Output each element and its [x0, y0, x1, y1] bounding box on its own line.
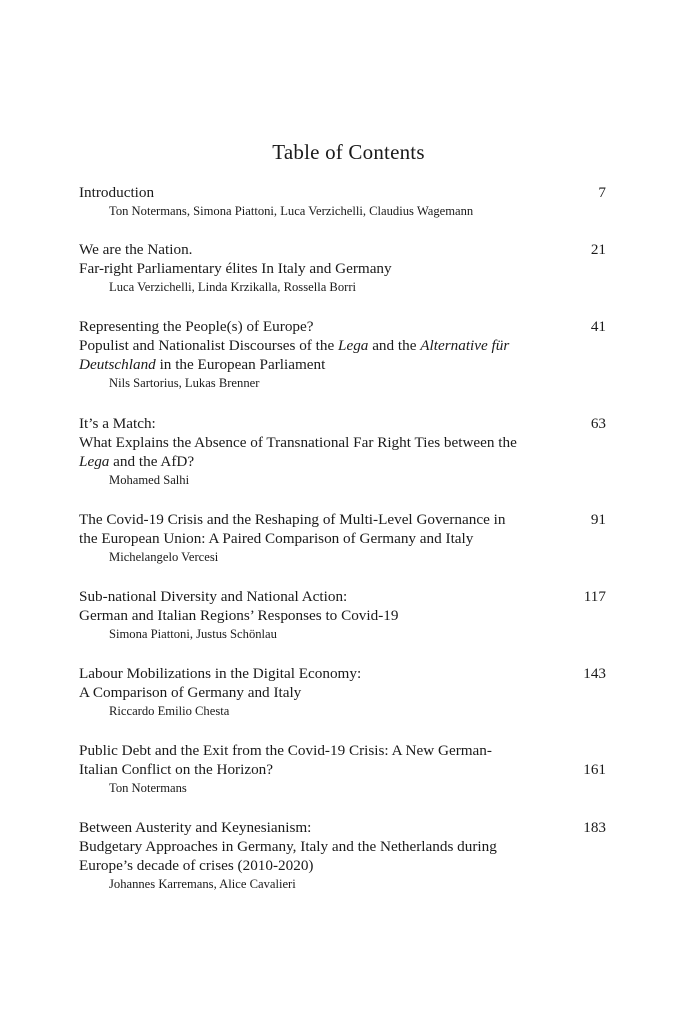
- entry-authors: Ton Notermans: [109, 781, 187, 795]
- entry-title-line: Europe’s decade of crises (2010-2020): [79, 857, 314, 874]
- toc-entry-introduction[interactable]: [79, 183, 606, 220]
- entry-title-line: What Explains the Absence of Transnational Far Right Ties between the: [79, 434, 517, 451]
- entry-title-line: the European Union: A Paired Comparison of Germany and Italy: [79, 530, 474, 547]
- page-number: 21: [590, 241, 606, 258]
- entry-authors: Simona Piattoni, Justus Schönlau: [109, 627, 277, 641]
- entry-title-line: The Covid-19 Crisis and the Reshaping of Multi-Level Governance in 91: [79, 511, 606, 528]
- toc-entry-its-a-match[interactable]: [79, 414, 606, 489]
- page-number: 91: [590, 511, 606, 528]
- entry-title-line: It’s a Match: 63: [79, 415, 606, 432]
- entry-authors: Nils Sartorius, Lukas Brenner: [109, 376, 260, 390]
- entry-authors: Ton Notermans, Simona Piattoni, Luca Verzichelli, Claudius Wagemann: [109, 204, 474, 218]
- entry-title-line: A Comparison of Germany and Italy: [79, 684, 302, 701]
- toc-entry-public-debt[interactable]: [79, 741, 606, 797]
- entry-title-line: Far-right Parliamentary élites In Italy and Germany: [79, 260, 392, 277]
- entry-title-line: Between Austerity and Keynesianism: 183: [79, 819, 606, 836]
- entry-title-line: Budgetary Approaches in Germany, Italy and the Netherlands during: [79, 838, 497, 855]
- toc-entry-we-are-the-nation[interactable]: [79, 240, 606, 296]
- entry-title-line: Representing the People(s) of Europe? 41: [79, 318, 606, 335]
- entry-title-line: German and Italian Regions’ Responses to Covid-19: [79, 607, 399, 624]
- page-title: Table of Contents: [272, 140, 425, 164]
- entry-title-line: Italian Conflict on the Horizon? 161: [79, 761, 606, 778]
- entry-authors: Michelangelo Vercesi: [109, 550, 219, 564]
- toc-entry-labour-mobilizations[interactable]: [79, 664, 606, 720]
- entry-authors: Riccardo Emilio Chesta: [109, 704, 230, 718]
- page-number: 117: [583, 588, 606, 605]
- entry-title-line: Lega and the AfD?: [79, 453, 195, 470]
- toc-entry-representing-the-people[interactable]: [79, 317, 606, 392]
- entry-title-line: We are the Nation. 21: [79, 241, 606, 258]
- page-number: 7: [598, 184, 606, 201]
- entry-authors: Luca Verzichelli, Linda Krzikalla, Rossella Borri: [109, 280, 357, 294]
- page-number: 143: [583, 665, 606, 682]
- toc-entry-sub-national-diversity[interactable]: [79, 587, 606, 643]
- entry-title-line: Sub-national Diversity and National Action: 117: [79, 588, 606, 605]
- entry-authors: Mohamed Salhi: [109, 473, 190, 487]
- entry-authors: Johannes Karremans, Alice Cavalieri: [109, 877, 296, 891]
- entry-title-line: Introduction 7: [79, 184, 606, 201]
- entry-title-line: Populist and Nationalist Discourses of the Lega and the Alternative für: [79, 337, 510, 354]
- entry-title-line: Labour Mobilizations in the Digital Economy: 143: [79, 665, 606, 682]
- toc-entry-austerity-keynesianism[interactable]: [79, 818, 606, 893]
- page-number: 183: [583, 819, 606, 836]
- entry-title-line: Deutschland in the European Parliament: [79, 356, 326, 373]
- page-number: 161: [583, 761, 606, 778]
- entry-title-line: Public Debt and the Exit from the Covid-19 Crisis: A New German-: [79, 742, 492, 759]
- page-number: 63: [590, 415, 606, 432]
- toc-entry-covid-crisis-governance[interactable]: [79, 510, 606, 566]
- page-number: 41: [590, 318, 606, 335]
